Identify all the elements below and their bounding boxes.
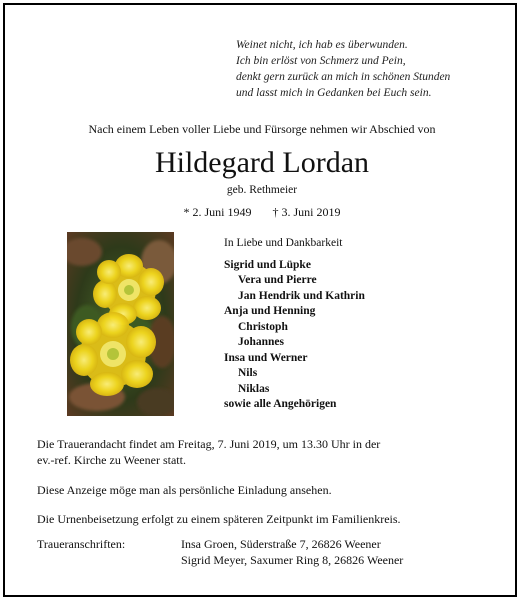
address-line: Sigrid Meyer, Saxumer Ring 8, 26826 Weener <box>181 553 404 567</box>
urn-burial-text: Die Urnenbeisetzung erfolgt zu einem späteren Zeitpunkt im Familienkreis. <box>37 512 401 526</box>
family-member: Vera und Pierre <box>238 274 317 286</box>
family-member: Johannes <box>238 336 285 348</box>
service-text <box>37 436 380 468</box>
address-line: Insa Groen, Süderstraße 7, 26826 Weener <box>181 537 381 551</box>
family-member: Christoph <box>238 320 288 333</box>
intro-text: Nach einem Leben voller Liebe und Fürsorge nehmen wir Abschied von <box>88 122 436 136</box>
death-date: † 3. Juni 2019 <box>272 205 341 219</box>
service-line: ev.-ref. Kirche zu Weener statt. <box>37 453 186 467</box>
poem-line: denkt gern zurück an mich in schönen Stunden <box>236 71 451 83</box>
address-lines <box>181 536 403 568</box>
family-member: sowie alle Angehörigen <box>224 398 337 410</box>
family-member: Niklas <box>238 382 270 395</box>
cactus-flower-image <box>67 232 174 416</box>
birth-date: * 2. Juni 1949 <box>183 205 252 219</box>
poem-line: Weinet nicht, ich hab es überwunden. <box>236 39 408 51</box>
deceased-name: Hildegard Lordan <box>154 146 370 179</box>
invitation-text: Diese Anzeige möge man als persönliche Einladung ansehen. <box>37 483 332 497</box>
family-member: Nils <box>238 367 258 379</box>
maiden-name: geb. Rethmeier <box>226 184 298 196</box>
cactus-flower-photo <box>67 232 174 416</box>
addresses-label: Traueranschriften: <box>37 537 126 551</box>
family-member: Sigrid und Lüpke <box>224 258 311 271</box>
family-member: Jan Hendrik und Kathrin <box>238 289 365 302</box>
family-lead: In Liebe und Dankbarkeit <box>224 237 343 249</box>
family-member: Insa und Werner <box>224 351 308 364</box>
family-list <box>224 236 365 413</box>
family-member: Anja und Henning <box>224 305 316 317</box>
life-dates <box>0 205 524 220</box>
poem-line: Ich bin erlöst von Schmerz und Pein, <box>236 55 406 67</box>
poem <box>236 37 450 101</box>
service-line: Die Trauerandacht findet am Freitag, 7. Juni 2019, um 13.30 Uhr in der <box>37 437 381 451</box>
poem-line: und lasst mich in Gedanken bei Euch sein. <box>236 87 432 99</box>
